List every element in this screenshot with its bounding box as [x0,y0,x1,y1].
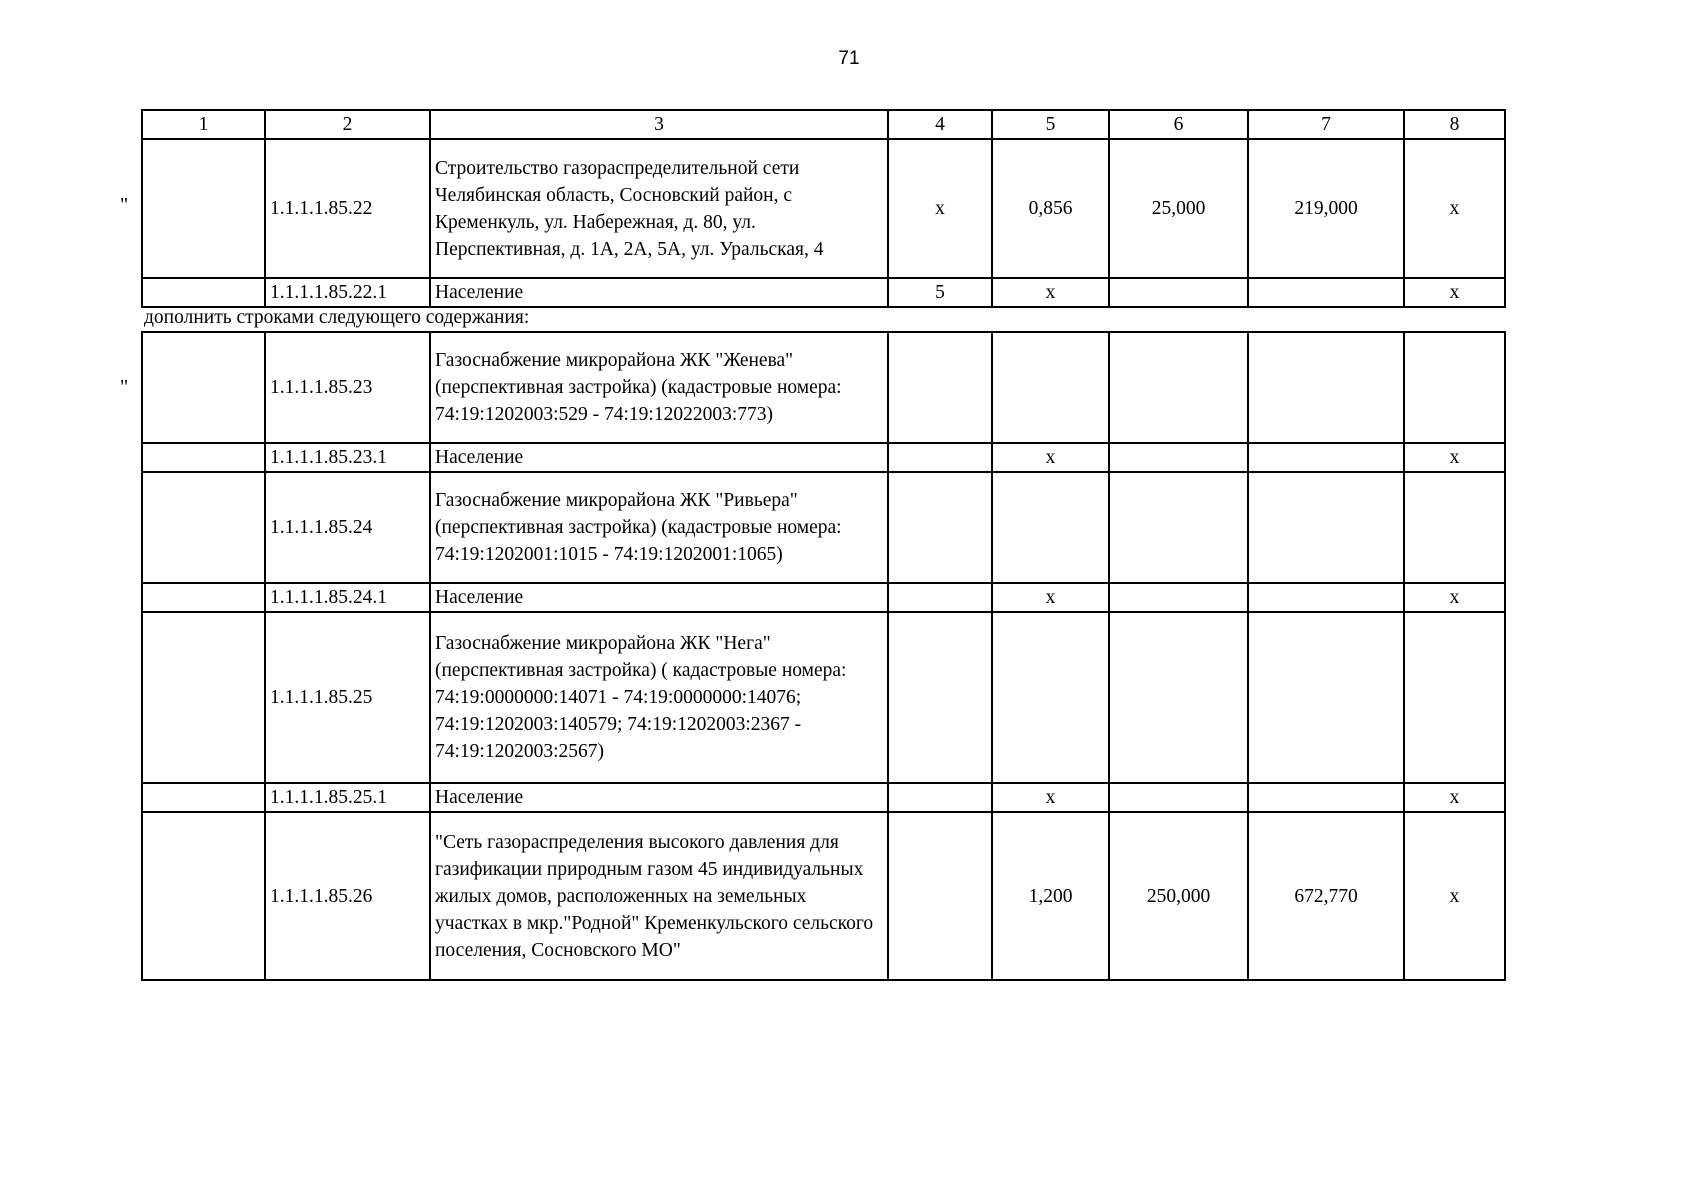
cell-col7 [1248,472,1404,583]
cell-col8: x [1404,139,1505,278]
cell-col8: x [1404,443,1505,472]
column-number-row [142,110,1505,139]
cell-code: 1.1.1.1.85.22.1 [265,278,430,307]
cell-col6 [1109,443,1248,472]
cell-col5 [992,472,1109,583]
cell-col4 [888,443,992,472]
quote-mark-open: " [120,194,129,216]
cell-description: Население [430,443,888,472]
cell-col4 [888,812,992,980]
cell-col8: x [1404,278,1505,307]
cell-col5: x [992,783,1109,812]
cell-blank [142,472,265,583]
table-row [142,278,1505,307]
cell-col8: x [1404,783,1505,812]
column-number: 6 [1109,110,1248,139]
cell-col5: 0,856 [992,139,1109,278]
cell-blank [142,812,265,980]
table-row [142,612,1505,783]
column-number: 8 [1404,110,1505,139]
cell-blank [142,783,265,812]
table-row [142,783,1505,812]
cell-col8 [1404,612,1505,783]
cell-description: Газоснабжение микрорайона ЖК "Женева" (перспективная застройка) (кадастровые номера: 74:19:1202003:529 - 74:19:12022003:773) [430,332,888,443]
cell-code: 1.1.1.1.85.25.1 [265,783,430,812]
cell-col8 [1404,472,1505,583]
column-number: 2 [265,110,430,139]
cell-col6 [1109,612,1248,783]
cell-col5: x [992,443,1109,472]
table-row [142,472,1505,583]
cell-code: 1.1.1.1.85.22 [265,139,430,278]
cell-col4: 5 [888,278,992,307]
cell-code: 1.1.1.1.85.23 [265,332,430,443]
cell-col4 [888,783,992,812]
cell-col7 [1248,332,1404,443]
cell-col7 [1248,583,1404,612]
column-number: 5 [992,110,1109,139]
cell-col6 [1109,783,1248,812]
cell-col6 [1109,583,1248,612]
cell-col7 [1248,783,1404,812]
cell-col7 [1248,278,1404,307]
cell-col7 [1248,612,1404,783]
cell-col5: x [992,278,1109,307]
table-row [142,332,1505,443]
amendment-note: дополнить строками следующего содержания: [144,307,530,328]
cell-blank [142,139,265,278]
cell-col6: 250,000 [1109,812,1248,980]
cell-col4 [888,583,992,612]
cell-code: 1.1.1.1.85.25 [265,612,430,783]
column-number: 1 [142,110,265,139]
cell-description: "Сеть газораспределения высокого давления для газификации природным газом 45 индивидуальных жилых домов, расположенных на земельных участках в мкр."Родной" Кременкульского сельского поселения, Сосновского МО" [430,812,888,980]
cell-col6 [1109,278,1248,307]
table-row [142,443,1505,472]
cell-col6 [1109,332,1248,443]
cell-col4 [888,472,992,583]
column-number: 7 [1248,110,1404,139]
cell-col8: x [1404,812,1505,980]
quote-mark-open: " [120,376,129,398]
cell-col5 [992,612,1109,783]
cell-description: Население [430,278,888,307]
column-number: 4 [888,110,992,139]
cell-col8: x [1404,583,1505,612]
cell-col4 [888,332,992,443]
table-row [142,583,1505,612]
cell-col7 [1248,443,1404,472]
cell-blank [142,583,265,612]
amendment-table-existing [141,109,1506,308]
cell-code: 1.1.1.1.85.24 [265,472,430,583]
cell-blank [142,332,265,443]
page-number: 71 [838,48,860,69]
cell-col5: x [992,583,1109,612]
cell-description: Газоснабжение микрорайона ЖК "Ривьера" (перспективная застройка) (кадастровые номера: 74:19:1202001:1015 - 74:19:1202001:1065) [430,472,888,583]
cell-blank [142,443,265,472]
cell-col6 [1109,472,1248,583]
cell-code: 1.1.1.1.85.24.1 [265,583,430,612]
amendment-table-added-rows [141,331,1506,981]
cell-col6: 25,000 [1109,139,1248,278]
cell-col4: x [888,139,992,278]
cell-blank [142,612,265,783]
cell-description: Население [430,583,888,612]
cell-blank [142,278,265,307]
cell-col8 [1404,332,1505,443]
cell-col5 [992,332,1109,443]
cell-description: Строительство газораспределительной сети Челябинская область, Сосновский район, с Кременкуль, ул. Набережная, д. 80, ул. Перспективная, д. 1А, 2А, 5А, ул. Уральская, 4 [430,139,888,278]
cell-col4 [888,612,992,783]
cell-col5: 1,200 [992,812,1109,980]
cell-description: Население [430,783,888,812]
cell-code: 1.1.1.1.85.23.1 [265,443,430,472]
cell-col7: 219,000 [1248,139,1404,278]
cell-code: 1.1.1.1.85.26 [265,812,430,980]
cell-description: Газоснабжение микрорайона ЖК "Нега" (перспективная застройка) ( кадастровые номера: 74:19:0000000:14071 - 74:19:0000000:14076; 74:19:1202003:140579; 74:19:1202003:2367 - 74:19:1202003:2567) [430,612,888,783]
table-row [142,812,1505,980]
cell-col7: 672,770 [1248,812,1404,980]
table-row [142,139,1505,278]
column-number: 3 [430,110,888,139]
